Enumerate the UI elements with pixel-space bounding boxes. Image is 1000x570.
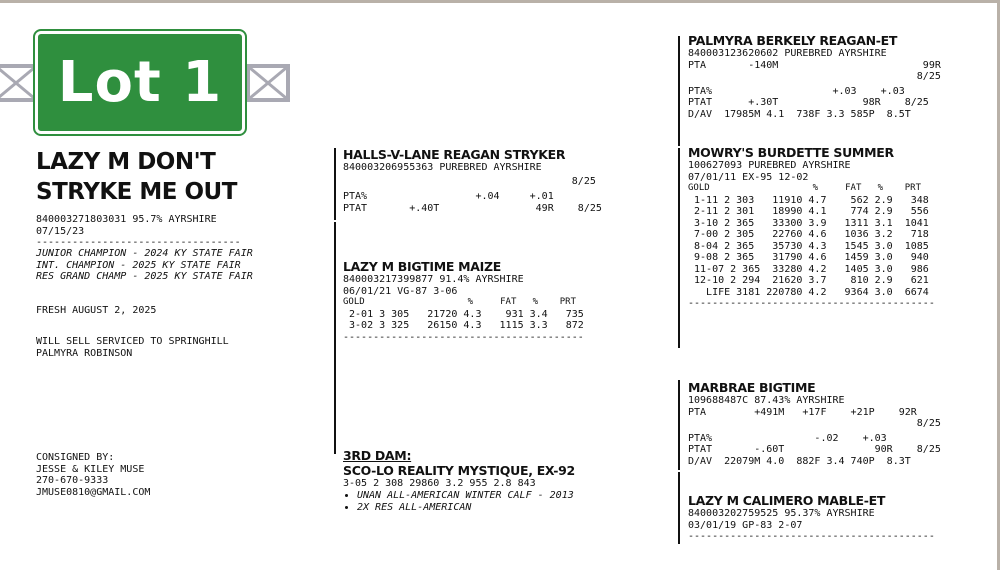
fence-rail-icon [0, 64, 38, 102]
mgs-ptat: PTAT -.60T 90R 8/25 [688, 444, 941, 455]
granddam-record: 9-08 2 365 31790 4.6 1459 3.0 940 [688, 252, 929, 263]
top-border [0, 0, 1000, 3]
granddam-record: 3-10 2 365 33300 3.9 1311 3.1 1041 [688, 217, 929, 229]
sire-name: HALLS-V-LANE REAGAN STRYKER [343, 147, 566, 162]
divider: ----------------------------------------- [688, 531, 935, 542]
lot-label: Lot 1 [57, 50, 223, 115]
sire-bracket [334, 148, 336, 220]
fence-rail-icon [246, 64, 290, 102]
mgs-dav: D/AV 22079M 4.0 882F 3.4 740P 8.3T [688, 455, 911, 467]
mgd-name: LAZY M CALIMERO MABLE-ET [688, 493, 886, 508]
sod-pta-pct: PTA% +.03 +.03 [688, 85, 905, 97]
third-dam-honors [343, 490, 575, 514]
divider: ----------------------------------------- [688, 298, 935, 309]
third-dam-block [343, 448, 575, 514]
animal-birth-date: 07/15/23 [36, 225, 85, 237]
sell-line: WILL SELL SERVICED TO SPRINGHILL [36, 336, 229, 347]
sire-block [343, 147, 602, 214]
mgd-reg: 840003202759525 95.37% AYRSHIRE [688, 508, 875, 519]
consignor-phone: 270-670-9333 [36, 475, 109, 486]
award: RES GRAND CHAMP - 2025 KY STATE FAIR [36, 271, 253, 282]
sod-name: PALMYRA BERKELY REAGAN-ET [688, 33, 898, 48]
mgs-block [688, 380, 941, 467]
dam-record: 3-02 3 325 26150 4.3 1115 3.3 872 [343, 320, 584, 331]
animal-info [36, 214, 253, 283]
sod-reg: 840003123620602 PUREBRED AYRSHIRE [688, 48, 887, 59]
divider: ---------------------------------- [36, 237, 241, 248]
consignor-names: JESSE & KILEY MUSE [36, 463, 145, 475]
dam-class: 06/01/21 VG-87 3-06 [343, 285, 458, 297]
granddam-class: 07/01/11 EX-95 12-02 [688, 171, 809, 183]
sire-of-dam-block [688, 33, 941, 120]
fresh-date: FRESH AUGUST 2, 2025 [36, 305, 157, 316]
third-dam-label: 3RD DAM: [343, 448, 412, 463]
sire-of-dam-bracket [678, 36, 680, 146]
mgs-date: 8/25 [688, 418, 941, 429]
award: JUNIOR CHAMPION - 2024 KY STATE FAIR [36, 248, 253, 259]
granddam-life: LIFE 3181 220780 4.2 9364 3.0 6674 [688, 286, 929, 298]
sod-dav: D/AV 17985M 4.1 738F 3.3 585P 8.5T [688, 108, 911, 120]
dam-bracket [334, 222, 336, 454]
sell-note [36, 336, 229, 359]
consignor [36, 452, 150, 498]
sell-line: PALMYRA ROBINSON [36, 347, 133, 359]
dam-reg: 840003217399877 91.4% AYRSHIRE [343, 274, 524, 285]
consignor-email: JMUSE0810@GMAIL.COM [36, 486, 151, 498]
dam-header: GOLD % FAT % PRT [343, 297, 576, 307]
animal-name-line1: LAZY M DON'T [36, 149, 216, 175]
granddam-name: MOWRY'S BURDETTE SUMMER [688, 145, 894, 160]
dam-record: 2-01 3 305 21720 4.3 931 3.4 735 [343, 308, 584, 320]
mgs-reg: 109688487C 87.43% AYRSHIRE [688, 395, 845, 406]
consignor-label: CONSIGNED BY: [36, 452, 115, 463]
divider: ---------------------------------------- [343, 331, 584, 343]
granddam-record: 2-11 2 301 18990 4.1 774 2.9 556 [688, 206, 929, 217]
granddam-reg: 100627093 PUREBRED AYRSHIRE [688, 160, 851, 171]
granddam-record: 8-04 2 365 35730 4.3 1545 3.0 1085 [688, 240, 929, 252]
lot-sign [35, 31, 245, 134]
third-dam-name: SCO-LO REALITY MYSTIQUE, EX-92 [343, 463, 575, 478]
sire-pta-pct: PTA% +.04 +.01 [343, 191, 554, 202]
animal-name [36, 147, 237, 207]
mgs-pta: PTA +491M +17F +21P 92R [688, 406, 917, 418]
mgd-class: 03/01/19 GP-83 2-07 [688, 519, 803, 531]
granddam-record: 12-10 2 294 21620 3.7 810 2.9 621 [688, 275, 929, 286]
sire-reg: 840003206955363 PUREBRED AYRSHIRE [343, 162, 542, 173]
award: INT. CHAMPION - 2025 KY STATE FAIR [36, 259, 241, 271]
mgs-name: MARBRAE BIGTIME [688, 380, 816, 395]
granddam-record: 11-07 2 365 33280 4.2 1405 3.0 986 [688, 263, 929, 275]
sod-pta: PTA -140M 99R [688, 59, 941, 71]
animal-reg: 840003271803031 95.7% AYRSHIRE [36, 214, 217, 225]
mgs-bracket [678, 380, 680, 470]
honor-item: • UNAN ALL-AMERICAN WINTER CALF - 2013 [357, 490, 575, 502]
sod-ptat: PTAT +.30T 98R 8/25 [688, 97, 929, 108]
granddam-bracket [678, 148, 680, 348]
honor-item: • 2X RES ALL-AMERICAN [357, 502, 575, 514]
sire-ptat: PTAT +.40T 49R 8/25 [343, 202, 602, 214]
granddam-record: 7-00 2 305 22760 4.6 1036 3.2 718 [688, 229, 929, 240]
sod-date: 8/25 [688, 71, 941, 82]
mgd-block [688, 493, 935, 542]
sire-date: 8/25 [343, 175, 596, 187]
granddam-record: 1-11 2 303 11910 4.7 562 2.9 348 [688, 194, 929, 206]
animal-name-line2: STRYKE ME OUT [36, 179, 237, 205]
third-dam-record: 3-05 2 308 29860 3.2 955 2.8 843 [343, 478, 536, 489]
dam-name: LAZY M BIGTIME MAIZE [343, 259, 501, 274]
dam-block [343, 259, 584, 343]
granddam-header: GOLD % FAT % PRT [688, 183, 921, 193]
mgd-bracket [678, 472, 680, 544]
mgs-pta-pct: PTA% -.02 +.03 [688, 432, 887, 444]
granddam-block [688, 145, 935, 309]
